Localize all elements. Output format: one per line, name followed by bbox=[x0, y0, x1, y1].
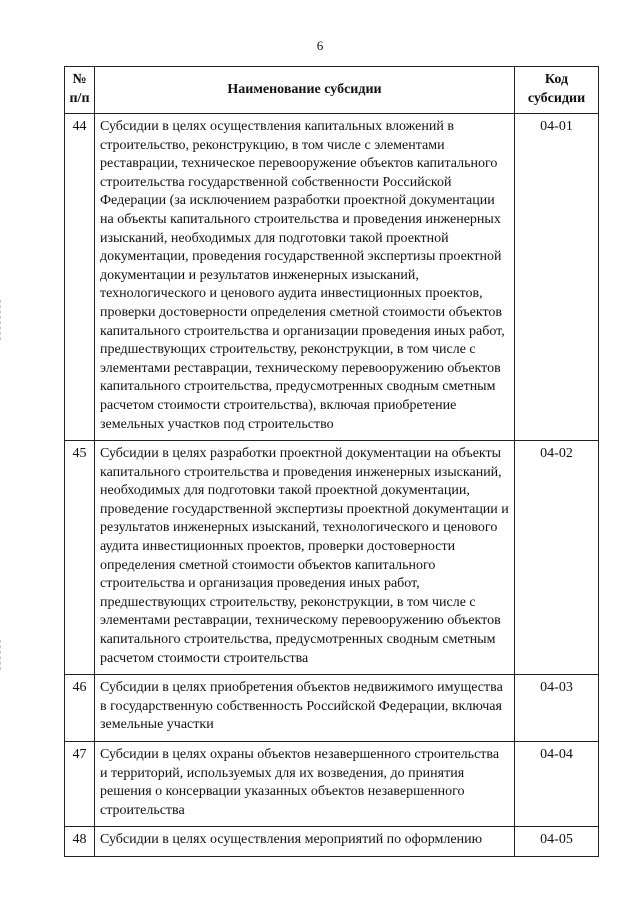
subsidy-name: Субсидии в целях разработки проектной документации на объекты капитального строительства и проведения инженерных изысканий, необходимых для подготовки такой проектной документации, проведение государственной экспертизы проектной документации и результатов инженерных изысканий, технологического и ценового аудита инвестиционных проектов, проверки достоверности определения сметной стоимости объектов капитального строительства и организация проведения иных работ, предшествующих строительству, реконструкции, в том числе с элементами реставрации, техническому перевооружению объектов капитального строительства, предусмотренных сводным сметным расчетом стоимости строительства bbox=[95, 441, 515, 675]
table-row bbox=[65, 742, 599, 827]
row-number: 47 bbox=[65, 742, 95, 827]
subsidy-code: 04-03 bbox=[515, 675, 599, 742]
row-number: 45 bbox=[65, 441, 95, 675]
scan-edge-mark bbox=[0, 300, 3, 340]
table-row bbox=[65, 675, 599, 742]
subsidy-table bbox=[64, 66, 599, 857]
table-row bbox=[65, 114, 599, 441]
subsidy-code: 04-02 bbox=[515, 441, 599, 675]
row-number: 48 bbox=[65, 827, 95, 857]
scan-edge-mark bbox=[0, 640, 3, 670]
subsidy-name: Субсидии в целях охраны объектов незавершенного строительства и территорий, используемых для их возведения, до принятия решения о консервации указанных объектов незавершенного строительства bbox=[95, 742, 515, 827]
subsidy-code: 04-05 bbox=[515, 827, 599, 857]
table-header-row bbox=[65, 67, 599, 114]
subsidy-name: Субсидии в целях осуществления капитальных вложений в строительство, реконструкцию, в том числе с элементами реставрации, техническое перевооружение объектов капитального строительства государственной собственности Российской Федерации (за исключением разработки проектной документации на объекты капитального строительства и проведения инженерных изысканий, необходимых для подготовки такой проектной документации, проведения государственной экспертизы проектной документации и результатов инженерных изысканий, технологического и ценового аудита инвестиционных проектов, проверки достоверности определения сметной стоимости объектов капитального строительства и организации проведения иных работ, предшествующих строительству, реконструкции, в том числе с элементами реставрации, техническому перевооружению объектов капитального строительства, предусмотренных сводным сметным расчетом стоимости строительства), включая приобретение земельных участков под строительство bbox=[95, 114, 515, 441]
header-number: № п/п bbox=[65, 67, 95, 114]
row-number: 46 bbox=[65, 675, 95, 742]
row-number: 44 bbox=[65, 114, 95, 441]
header-subsidy-name: Наименование субсидии bbox=[95, 67, 515, 114]
table-row bbox=[65, 827, 599, 857]
table-row bbox=[65, 441, 599, 675]
header-subsidy-code: Код субсидии bbox=[515, 67, 599, 114]
subsidy-code: 04-04 bbox=[515, 742, 599, 827]
subsidy-name: Субсидии в целях осуществления мероприятий по оформлению bbox=[95, 827, 515, 857]
subsidy-code: 04-01 bbox=[515, 114, 599, 441]
subsidy-name: Субсидии в целях приобретения объектов недвижимого имущества в государственную собственность Российской Федерации, включая земельные участки bbox=[95, 675, 515, 742]
page-number: 6 bbox=[316, 38, 324, 53]
